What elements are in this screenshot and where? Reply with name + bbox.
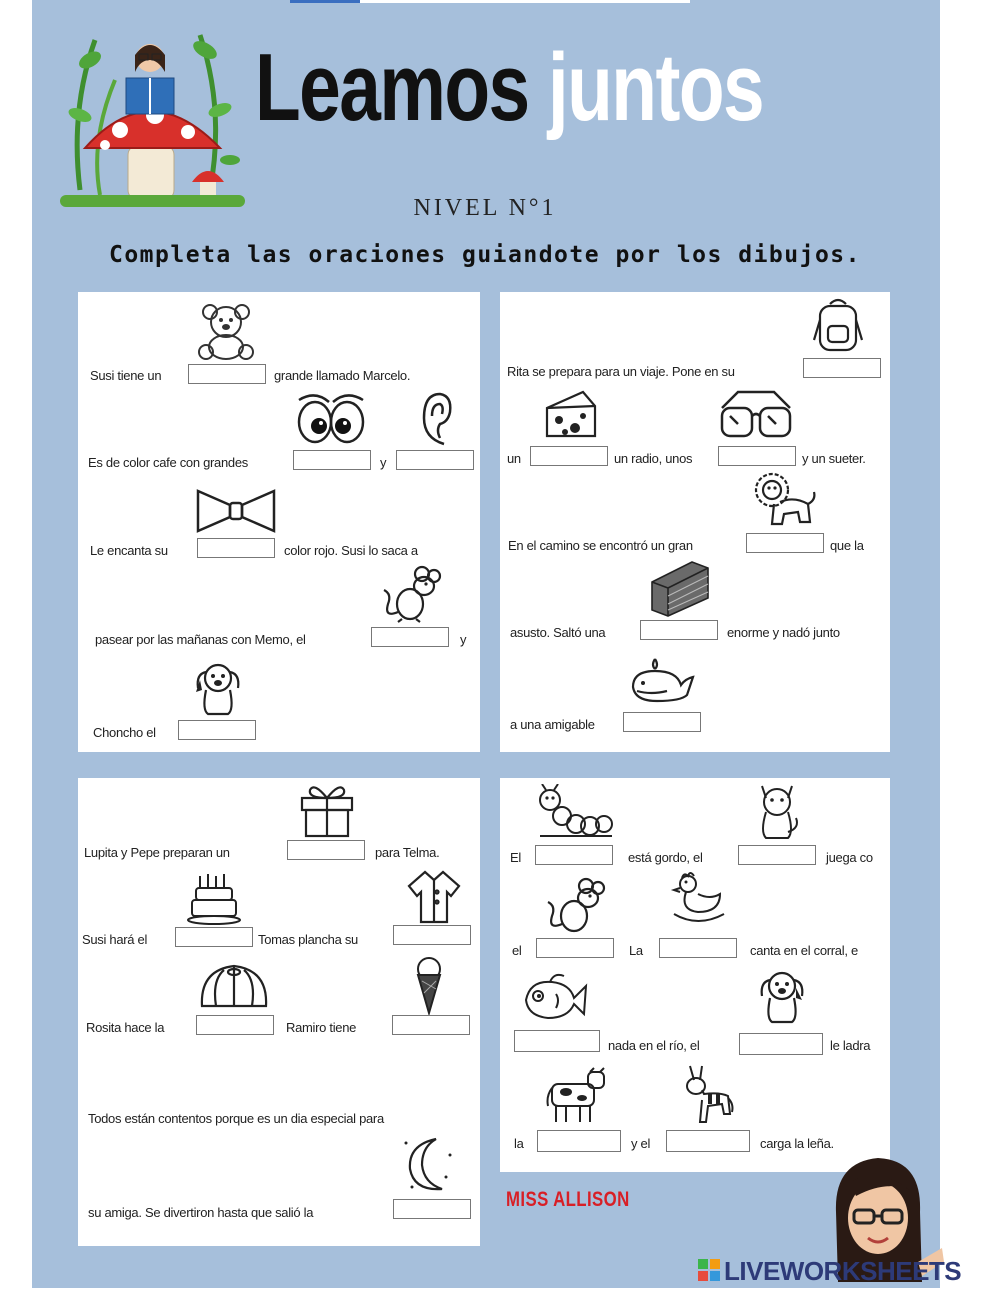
cheese-icon xyxy=(543,388,599,442)
panel-1 xyxy=(78,292,480,752)
p2-blank-6[interactable] xyxy=(623,712,701,732)
moon-icon xyxy=(398,1133,460,1195)
p3-blank-2[interactable] xyxy=(175,927,253,947)
p2-blank-5[interactable] xyxy=(640,620,718,640)
p3-text-2b: Tomas plancha su xyxy=(258,932,358,947)
p3-blank-3[interactable] xyxy=(393,925,471,945)
p1-blank-2[interactable] xyxy=(293,450,371,470)
caterpillar-icon xyxy=(536,784,614,840)
brick-wall-icon xyxy=(648,558,712,618)
p2-text-5a: a una amigable xyxy=(510,717,595,732)
instruction-text: Completa las oraciones guiandote por los dibujos. xyxy=(108,242,861,268)
watermark-text: LIVEWORKSHEETS xyxy=(724,1256,962,1286)
puppy-icon-1 xyxy=(188,660,246,718)
p2-text-2c: y un sueter. xyxy=(802,451,866,466)
p1-text-4a: pasear por las mañanas con Memo, el xyxy=(95,632,306,647)
lion-icon xyxy=(750,470,818,528)
shirt-icon xyxy=(405,868,463,926)
teddy-bear-icon xyxy=(196,302,256,360)
p1-blank-3[interactable] xyxy=(396,450,474,470)
p2-text-2a: un xyxy=(507,451,521,466)
ice-cream-icon xyxy=(414,955,444,1015)
p1-text-1a: Susi tiene un xyxy=(90,368,162,383)
mouse-icon xyxy=(380,564,442,624)
p4-blank-4[interactable] xyxy=(659,938,737,958)
p2-blank-3[interactable] xyxy=(718,446,796,466)
p4-blank-6[interactable] xyxy=(739,1033,823,1055)
kitten-icon xyxy=(752,782,802,842)
p3-text-1a: Lupita y Pepe preparan un xyxy=(84,845,230,860)
puppy-icon-2 xyxy=(752,968,810,1026)
p2-text-4b: enorme y nadó junto xyxy=(727,625,840,640)
p4-text-2a: el xyxy=(512,943,522,958)
p4-blank-5[interactable] xyxy=(514,1030,600,1052)
p3-text-4a: Todos están contentos porque es un dia especial para xyxy=(88,1111,384,1126)
level-label: NIVEL N°1 xyxy=(413,195,557,221)
p2-blank-2[interactable] xyxy=(530,446,608,466)
p3-text-3a: Rosita hace la xyxy=(86,1020,165,1035)
p4-blank-2[interactable] xyxy=(738,845,816,865)
p4-blank-8[interactable] xyxy=(666,1130,750,1152)
p4-text-1b: está gordo, el xyxy=(628,850,703,865)
p4-blank-7[interactable] xyxy=(537,1130,621,1152)
p3-text-5a: su amiga. Se divertiron hasta que salió la xyxy=(88,1205,314,1220)
p3-blank-6[interactable] xyxy=(393,1199,471,1219)
p3-text-2a: Susi hará el xyxy=(82,932,148,947)
p2-text-4a: asusto. Saltó una xyxy=(510,625,606,640)
p3-blank-1[interactable] xyxy=(287,840,365,860)
title-word-2: juntos xyxy=(547,34,764,141)
p4-blank-1[interactable] xyxy=(535,845,613,865)
p1-blank-1[interactable] xyxy=(188,364,266,384)
fish-icon xyxy=(520,970,588,1028)
p1-blank-6[interactable] xyxy=(178,720,256,740)
p4-text-2b: La xyxy=(629,943,643,958)
p1-text-4b: y xyxy=(460,632,467,647)
bow-tie-icon xyxy=(194,487,278,535)
p1-text-2b: y xyxy=(380,455,387,470)
whale-icon xyxy=(627,655,697,705)
ear-icon xyxy=(414,388,456,448)
p4-text-1a: El xyxy=(510,850,521,865)
p4-text-1c: juega co xyxy=(826,850,873,865)
p3-blank-5[interactable] xyxy=(392,1015,470,1035)
hen-icon xyxy=(670,870,728,928)
mouse-icon-2 xyxy=(544,876,606,936)
page-title xyxy=(255,34,764,141)
p4-text-4a: la xyxy=(514,1136,524,1151)
p4-text-3a: nada en el río, el xyxy=(608,1038,700,1053)
p3-text-3b: Ramiro tiene xyxy=(286,1020,357,1035)
p4-text-4b: y el xyxy=(631,1136,651,1151)
p3-text-1b: para Telma. xyxy=(375,845,440,860)
top-strip xyxy=(290,0,690,3)
backpack-icon xyxy=(810,296,866,354)
p1-text-2a: Es de color cafe con grandes xyxy=(88,455,248,470)
p4-text-4c: carga la leña. xyxy=(760,1136,834,1151)
birthday-cake-icon xyxy=(186,872,242,926)
p2-text-1a: Rita se prepara para un viaje. Pone en su xyxy=(507,364,735,379)
p1-text-3a: Le encanta su xyxy=(90,543,168,558)
jelly-mold-icon xyxy=(196,960,272,1012)
gift-box-icon xyxy=(298,780,356,838)
liveworksheets-logo-icon xyxy=(698,1259,720,1281)
p1-text-3b: color rojo. Susi lo saca a xyxy=(284,543,418,558)
p2-text-3b: que la xyxy=(830,538,864,553)
p4-text-2c: canta en el corral, e xyxy=(750,943,858,958)
p2-blank-4[interactable] xyxy=(746,533,824,553)
cow-icon xyxy=(546,1066,608,1126)
p1-blank-5[interactable] xyxy=(371,627,449,647)
donkey-icon xyxy=(680,1064,736,1126)
p1-blank-4[interactable] xyxy=(197,538,275,558)
mushroom-reader-illustration xyxy=(60,20,245,210)
p2-blank-1[interactable] xyxy=(803,358,881,378)
sunglasses-icon xyxy=(718,386,794,444)
p4-blank-3[interactable] xyxy=(536,938,614,958)
p4-text-3b: le ladra xyxy=(830,1038,871,1053)
signature-text: MISS ALLISON xyxy=(506,1188,630,1211)
eyes-icon xyxy=(295,390,367,448)
title-word-1: Leamos xyxy=(255,34,529,141)
p1-text-1b: grande llamado Marcelo. xyxy=(274,368,411,383)
p2-text-2b: un radio, unos xyxy=(614,451,693,466)
p3-blank-4[interactable] xyxy=(196,1015,274,1035)
p1-text-5a: Choncho el xyxy=(93,725,156,740)
p2-text-3a: En el camino se encontró un gran xyxy=(508,538,693,553)
